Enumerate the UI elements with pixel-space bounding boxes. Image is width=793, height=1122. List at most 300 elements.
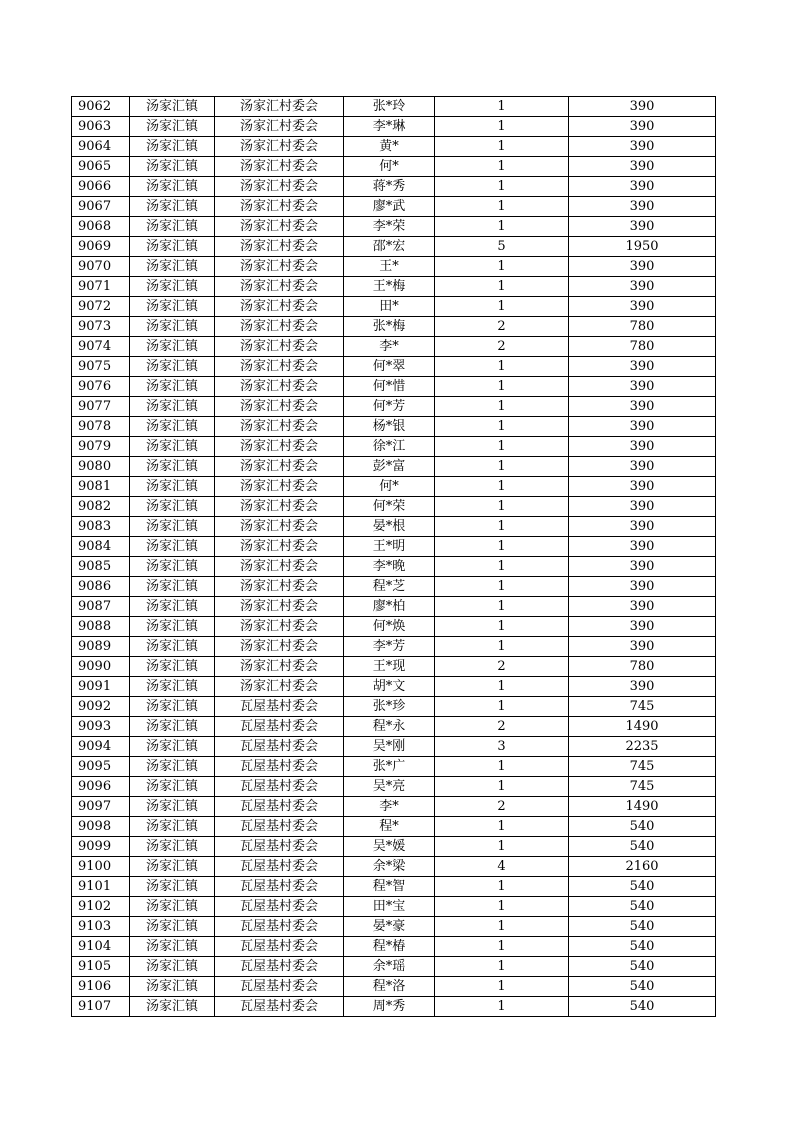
town-cell: 汤家汇镇 xyxy=(130,797,215,817)
amount-cell: 2160 xyxy=(569,857,716,877)
row-id-cell: 9106 xyxy=(72,977,130,997)
household-count-cell: 2 xyxy=(435,717,569,737)
table-row xyxy=(72,917,716,937)
household-count-cell: 2 xyxy=(435,337,569,357)
person-name-cell: 田*宝 xyxy=(344,897,435,917)
row-id-cell: 9068 xyxy=(72,217,130,237)
village-cell: 瓦屋基村委会 xyxy=(215,717,344,737)
row-id-cell: 9103 xyxy=(72,917,130,937)
town-cell: 汤家汇镇 xyxy=(130,777,215,797)
table-row xyxy=(72,957,716,977)
table-row xyxy=(72,617,716,637)
row-id-cell: 9081 xyxy=(72,477,130,497)
household-count-cell: 1 xyxy=(435,537,569,557)
town-cell: 汤家汇镇 xyxy=(130,137,215,157)
amount-cell: 780 xyxy=(569,337,716,357)
village-cell: 汤家汇村委会 xyxy=(215,377,344,397)
row-id-cell: 9098 xyxy=(72,817,130,837)
town-cell: 汤家汇镇 xyxy=(130,357,215,377)
person-name-cell: 何*惜 xyxy=(344,377,435,397)
village-cell: 瓦屋基村委会 xyxy=(215,737,344,757)
amount-cell: 390 xyxy=(569,457,716,477)
village-cell: 瓦屋基村委会 xyxy=(215,897,344,917)
village-cell: 汤家汇村委会 xyxy=(215,637,344,657)
amount-cell: 390 xyxy=(569,197,716,217)
person-name-cell: 蒋*秀 xyxy=(344,177,435,197)
village-cell: 汤家汇村委会 xyxy=(215,597,344,617)
amount-cell: 390 xyxy=(569,97,716,117)
town-cell: 汤家汇镇 xyxy=(130,97,215,117)
table-row xyxy=(72,257,716,277)
household-count-cell: 5 xyxy=(435,237,569,257)
village-cell: 瓦屋基村委会 xyxy=(215,817,344,837)
row-id-cell: 9070 xyxy=(72,257,130,277)
village-cell: 瓦屋基村委会 xyxy=(215,857,344,877)
household-count-cell: 1 xyxy=(435,777,569,797)
household-count-cell: 1 xyxy=(435,157,569,177)
row-id-cell: 9094 xyxy=(72,737,130,757)
table-row xyxy=(72,397,716,417)
town-cell: 汤家汇镇 xyxy=(130,617,215,637)
household-count-cell: 1 xyxy=(435,477,569,497)
village-cell: 瓦屋基村委会 xyxy=(215,697,344,717)
table-row xyxy=(72,837,716,857)
table-row xyxy=(72,757,716,777)
village-cell: 瓦屋基村委会 xyxy=(215,937,344,957)
row-id-cell: 9091 xyxy=(72,677,130,697)
town-cell: 汤家汇镇 xyxy=(130,977,215,997)
row-id-cell: 9090 xyxy=(72,657,130,677)
amount-cell: 390 xyxy=(569,117,716,137)
town-cell: 汤家汇镇 xyxy=(130,657,215,677)
table-row xyxy=(72,557,716,577)
amount-cell: 390 xyxy=(569,377,716,397)
person-name-cell: 李* xyxy=(344,337,435,357)
row-id-cell: 9066 xyxy=(72,177,130,197)
amount-cell: 390 xyxy=(569,537,716,557)
village-cell: 汤家汇村委会 xyxy=(215,277,344,297)
person-name-cell: 张*广 xyxy=(344,757,435,777)
village-cell: 汤家汇村委会 xyxy=(215,497,344,517)
amount-cell: 390 xyxy=(569,417,716,437)
table-row xyxy=(72,217,716,237)
household-count-cell: 1 xyxy=(435,577,569,597)
person-name-cell: 彭*富 xyxy=(344,457,435,477)
amount-cell: 390 xyxy=(569,137,716,157)
person-name-cell: 何* xyxy=(344,477,435,497)
household-count-cell: 1 xyxy=(435,117,569,137)
village-cell: 汤家汇村委会 xyxy=(215,537,344,557)
table-row xyxy=(72,877,716,897)
table-row xyxy=(72,717,716,737)
amount-cell: 540 xyxy=(569,917,716,937)
town-cell: 汤家汇镇 xyxy=(130,757,215,777)
row-id-cell: 9077 xyxy=(72,397,130,417)
row-id-cell: 9062 xyxy=(72,97,130,117)
row-id-cell: 9079 xyxy=(72,437,130,457)
amount-cell: 540 xyxy=(569,837,716,857)
household-count-cell: 2 xyxy=(435,797,569,817)
person-name-cell: 余*梁 xyxy=(344,857,435,877)
amount-cell: 745 xyxy=(569,777,716,797)
row-id-cell: 9064 xyxy=(72,137,130,157)
table-row xyxy=(72,377,716,397)
town-cell: 汤家汇镇 xyxy=(130,177,215,197)
table-row xyxy=(72,817,716,837)
row-id-cell: 9088 xyxy=(72,617,130,637)
town-cell: 汤家汇镇 xyxy=(130,417,215,437)
table-row xyxy=(72,97,716,117)
row-id-cell: 9107 xyxy=(72,997,130,1017)
town-cell: 汤家汇镇 xyxy=(130,637,215,657)
household-count-cell: 1 xyxy=(435,837,569,857)
table-row xyxy=(72,437,716,457)
town-cell: 汤家汇镇 xyxy=(130,217,215,237)
town-cell: 汤家汇镇 xyxy=(130,157,215,177)
town-cell: 汤家汇镇 xyxy=(130,297,215,317)
person-name-cell: 徐*江 xyxy=(344,437,435,457)
person-name-cell: 晏*豪 xyxy=(344,917,435,937)
person-name-cell: 程*芝 xyxy=(344,577,435,597)
town-cell: 汤家汇镇 xyxy=(130,877,215,897)
amount-cell: 390 xyxy=(569,437,716,457)
person-name-cell: 晏*根 xyxy=(344,517,435,537)
table-row xyxy=(72,417,716,437)
table-row xyxy=(72,517,716,537)
town-cell: 汤家汇镇 xyxy=(130,277,215,297)
amount-cell: 390 xyxy=(569,597,716,617)
village-cell: 汤家汇村委会 xyxy=(215,97,344,117)
amount-cell: 390 xyxy=(569,637,716,657)
person-name-cell: 王* xyxy=(344,257,435,277)
row-id-cell: 9065 xyxy=(72,157,130,177)
table-row xyxy=(72,497,716,517)
person-name-cell: 程*洛 xyxy=(344,977,435,997)
row-id-cell: 9086 xyxy=(72,577,130,597)
household-count-cell: 1 xyxy=(435,257,569,277)
person-name-cell: 廖*柏 xyxy=(344,597,435,617)
person-name-cell: 程* xyxy=(344,817,435,837)
village-cell: 汤家汇村委会 xyxy=(215,677,344,697)
row-id-cell: 9089 xyxy=(72,637,130,657)
table-row xyxy=(72,577,716,597)
household-count-cell: 1 xyxy=(435,877,569,897)
table-row xyxy=(72,597,716,617)
household-count-cell: 1 xyxy=(435,297,569,317)
person-name-cell: 何*芳 xyxy=(344,397,435,417)
amount-cell: 780 xyxy=(569,317,716,337)
town-cell: 汤家汇镇 xyxy=(130,997,215,1017)
household-count-cell: 1 xyxy=(435,277,569,297)
person-name-cell: 吴*媛 xyxy=(344,837,435,857)
household-count-cell: 1 xyxy=(435,677,569,697)
amount-cell: 390 xyxy=(569,617,716,637)
person-name-cell: 周*秀 xyxy=(344,997,435,1017)
amount-cell: 390 xyxy=(569,297,716,317)
village-cell: 汤家汇村委会 xyxy=(215,217,344,237)
roster-table xyxy=(71,96,716,1017)
town-cell: 汤家汇镇 xyxy=(130,737,215,757)
village-cell: 汤家汇村委会 xyxy=(215,617,344,637)
amount-cell: 540 xyxy=(569,937,716,957)
person-name-cell: 吴*刚 xyxy=(344,737,435,757)
household-count-cell: 1 xyxy=(435,217,569,237)
village-cell: 汤家汇村委会 xyxy=(215,157,344,177)
amount-cell: 390 xyxy=(569,517,716,537)
household-count-cell: 1 xyxy=(435,517,569,537)
table-row xyxy=(72,197,716,217)
household-count-cell: 1 xyxy=(435,437,569,457)
village-cell: 汤家汇村委会 xyxy=(215,457,344,477)
household-count-cell: 1 xyxy=(435,917,569,937)
person-name-cell: 李*晚 xyxy=(344,557,435,577)
town-cell: 汤家汇镇 xyxy=(130,557,215,577)
amount-cell: 390 xyxy=(569,357,716,377)
amount-cell: 390 xyxy=(569,157,716,177)
household-count-cell: 1 xyxy=(435,137,569,157)
person-name-cell: 程*永 xyxy=(344,717,435,737)
village-cell: 汤家汇村委会 xyxy=(215,357,344,377)
person-name-cell: 何*荣 xyxy=(344,497,435,517)
village-cell: 汤家汇村委会 xyxy=(215,557,344,577)
table-row xyxy=(72,477,716,497)
household-count-cell: 1 xyxy=(435,557,569,577)
table-row xyxy=(72,457,716,477)
person-name-cell: 田* xyxy=(344,297,435,317)
town-cell: 汤家汇镇 xyxy=(130,377,215,397)
row-id-cell: 9087 xyxy=(72,597,130,617)
person-name-cell: 王*明 xyxy=(344,537,435,557)
village-cell: 瓦屋基村委会 xyxy=(215,777,344,797)
village-cell: 瓦屋基村委会 xyxy=(215,877,344,897)
household-count-cell: 4 xyxy=(435,857,569,877)
table-row xyxy=(72,537,716,557)
row-id-cell: 9063 xyxy=(72,117,130,137)
person-name-cell: 吴*亮 xyxy=(344,777,435,797)
town-cell: 汤家汇镇 xyxy=(130,477,215,497)
table-row xyxy=(72,337,716,357)
row-id-cell: 9096 xyxy=(72,777,130,797)
person-name-cell: 程*椿 xyxy=(344,937,435,957)
household-count-cell: 1 xyxy=(435,697,569,717)
table-row xyxy=(72,297,716,317)
town-cell: 汤家汇镇 xyxy=(130,397,215,417)
person-name-cell: 黄* xyxy=(344,137,435,157)
person-name-cell: 邵*宏 xyxy=(344,237,435,257)
town-cell: 汤家汇镇 xyxy=(130,497,215,517)
table-row xyxy=(72,797,716,817)
village-cell: 汤家汇村委会 xyxy=(215,417,344,437)
amount-cell: 390 xyxy=(569,557,716,577)
amount-cell: 390 xyxy=(569,677,716,697)
amount-cell: 390 xyxy=(569,397,716,417)
town-cell: 汤家汇镇 xyxy=(130,937,215,957)
row-id-cell: 9085 xyxy=(72,557,130,577)
village-cell: 汤家汇村委会 xyxy=(215,657,344,677)
household-count-cell: 2 xyxy=(435,317,569,337)
village-cell: 瓦屋基村委会 xyxy=(215,957,344,977)
table-row xyxy=(72,657,716,677)
town-cell: 汤家汇镇 xyxy=(130,437,215,457)
amount-cell: 390 xyxy=(569,257,716,277)
amount-cell: 390 xyxy=(569,217,716,237)
amount-cell: 1490 xyxy=(569,797,716,817)
household-count-cell: 1 xyxy=(435,617,569,637)
village-cell: 瓦屋基村委会 xyxy=(215,757,344,777)
amount-cell: 540 xyxy=(569,997,716,1017)
household-count-cell: 1 xyxy=(435,497,569,517)
row-id-cell: 9074 xyxy=(72,337,130,357)
household-count-cell: 1 xyxy=(435,177,569,197)
household-count-cell: 1 xyxy=(435,417,569,437)
household-count-cell: 1 xyxy=(435,957,569,977)
roster-table-body xyxy=(72,97,716,1017)
table-row xyxy=(72,937,716,957)
row-id-cell: 9078 xyxy=(72,417,130,437)
household-count-cell: 1 xyxy=(435,757,569,777)
amount-cell: 745 xyxy=(569,757,716,777)
amount-cell: 1950 xyxy=(569,237,716,257)
row-id-cell: 9100 xyxy=(72,857,130,877)
town-cell: 汤家汇镇 xyxy=(130,337,215,357)
amount-cell: 390 xyxy=(569,277,716,297)
town-cell: 汤家汇镇 xyxy=(130,537,215,557)
table-row xyxy=(72,997,716,1017)
amount-cell: 390 xyxy=(569,177,716,197)
amount-cell: 390 xyxy=(569,577,716,597)
household-count-cell: 1 xyxy=(435,897,569,917)
row-id-cell: 9097 xyxy=(72,797,130,817)
table-row xyxy=(72,677,716,697)
table-row xyxy=(72,697,716,717)
household-count-cell: 1 xyxy=(435,937,569,957)
row-id-cell: 9082 xyxy=(72,497,130,517)
village-cell: 瓦屋基村委会 xyxy=(215,997,344,1017)
household-count-cell: 1 xyxy=(435,377,569,397)
amount-cell: 540 xyxy=(569,897,716,917)
village-cell: 汤家汇村委会 xyxy=(215,257,344,277)
village-cell: 汤家汇村委会 xyxy=(215,237,344,257)
town-cell: 汤家汇镇 xyxy=(130,577,215,597)
table-row xyxy=(72,777,716,797)
village-cell: 汤家汇村委会 xyxy=(215,337,344,357)
household-count-cell: 3 xyxy=(435,737,569,757)
table-row xyxy=(72,117,716,137)
table-row xyxy=(72,157,716,177)
town-cell: 汤家汇镇 xyxy=(130,717,215,737)
table-row xyxy=(72,857,716,877)
town-cell: 汤家汇镇 xyxy=(130,837,215,857)
village-cell: 汤家汇村委会 xyxy=(215,137,344,157)
row-id-cell: 9069 xyxy=(72,237,130,257)
table-row xyxy=(72,237,716,257)
village-cell: 汤家汇村委会 xyxy=(215,297,344,317)
row-id-cell: 9075 xyxy=(72,357,130,377)
village-cell: 瓦屋基村委会 xyxy=(215,797,344,817)
household-count-cell: 1 xyxy=(435,97,569,117)
person-name-cell: 李*芳 xyxy=(344,637,435,657)
village-cell: 汤家汇村委会 xyxy=(215,437,344,457)
village-cell: 瓦屋基村委会 xyxy=(215,977,344,997)
row-id-cell: 9092 xyxy=(72,697,130,717)
village-cell: 瓦屋基村委会 xyxy=(215,837,344,857)
person-name-cell: 王*现 xyxy=(344,657,435,677)
person-name-cell: 张*梅 xyxy=(344,317,435,337)
row-id-cell: 9073 xyxy=(72,317,130,337)
row-id-cell: 9071 xyxy=(72,277,130,297)
person-name-cell: 余*瑶 xyxy=(344,957,435,977)
person-name-cell: 杨*银 xyxy=(344,417,435,437)
amount-cell: 540 xyxy=(569,877,716,897)
row-id-cell: 9102 xyxy=(72,897,130,917)
household-count-cell: 1 xyxy=(435,197,569,217)
household-count-cell: 1 xyxy=(435,637,569,657)
town-cell: 汤家汇镇 xyxy=(130,917,215,937)
village-cell: 汤家汇村委会 xyxy=(215,577,344,597)
person-name-cell: 张*珍 xyxy=(344,697,435,717)
household-count-cell: 1 xyxy=(435,597,569,617)
village-cell: 汤家汇村委会 xyxy=(215,397,344,417)
person-name-cell: 何*焕 xyxy=(344,617,435,637)
amount-cell: 2235 xyxy=(569,737,716,757)
person-name-cell: 何*翠 xyxy=(344,357,435,377)
row-id-cell: 9104 xyxy=(72,937,130,957)
amount-cell: 390 xyxy=(569,477,716,497)
table-row xyxy=(72,637,716,657)
town-cell: 汤家汇镇 xyxy=(130,597,215,617)
row-id-cell: 9067 xyxy=(72,197,130,217)
town-cell: 汤家汇镇 xyxy=(130,697,215,717)
household-count-cell: 1 xyxy=(435,357,569,377)
row-id-cell: 9076 xyxy=(72,377,130,397)
row-id-cell: 9072 xyxy=(72,297,130,317)
table-row xyxy=(72,177,716,197)
person-name-cell: 李*琳 xyxy=(344,117,435,137)
person-name-cell: 张*玲 xyxy=(344,97,435,117)
person-name-cell: 李*荣 xyxy=(344,217,435,237)
person-name-cell: 廖*武 xyxy=(344,197,435,217)
household-count-cell: 1 xyxy=(435,457,569,477)
person-name-cell: 胡*文 xyxy=(344,677,435,697)
row-id-cell: 9095 xyxy=(72,757,130,777)
town-cell: 汤家汇镇 xyxy=(130,677,215,697)
row-id-cell: 9099 xyxy=(72,837,130,857)
village-cell: 汤家汇村委会 xyxy=(215,517,344,537)
amount-cell: 540 xyxy=(569,977,716,997)
row-id-cell: 9101 xyxy=(72,877,130,897)
amount-cell: 540 xyxy=(569,957,716,977)
table-row xyxy=(72,137,716,157)
household-count-cell: 1 xyxy=(435,397,569,417)
table-row xyxy=(72,357,716,377)
town-cell: 汤家汇镇 xyxy=(130,457,215,477)
table-row xyxy=(72,897,716,917)
amount-cell: 745 xyxy=(569,697,716,717)
town-cell: 汤家汇镇 xyxy=(130,257,215,277)
town-cell: 汤家汇镇 xyxy=(130,857,215,877)
town-cell: 汤家汇镇 xyxy=(130,897,215,917)
person-name-cell: 何* xyxy=(344,157,435,177)
town-cell: 汤家汇镇 xyxy=(130,817,215,837)
town-cell: 汤家汇镇 xyxy=(130,957,215,977)
amount-cell: 390 xyxy=(569,497,716,517)
person-name-cell: 李* xyxy=(344,797,435,817)
town-cell: 汤家汇镇 xyxy=(130,197,215,217)
village-cell: 汤家汇村委会 xyxy=(215,477,344,497)
household-count-cell: 1 xyxy=(435,817,569,837)
table-row xyxy=(72,737,716,757)
amount-cell: 540 xyxy=(569,817,716,837)
